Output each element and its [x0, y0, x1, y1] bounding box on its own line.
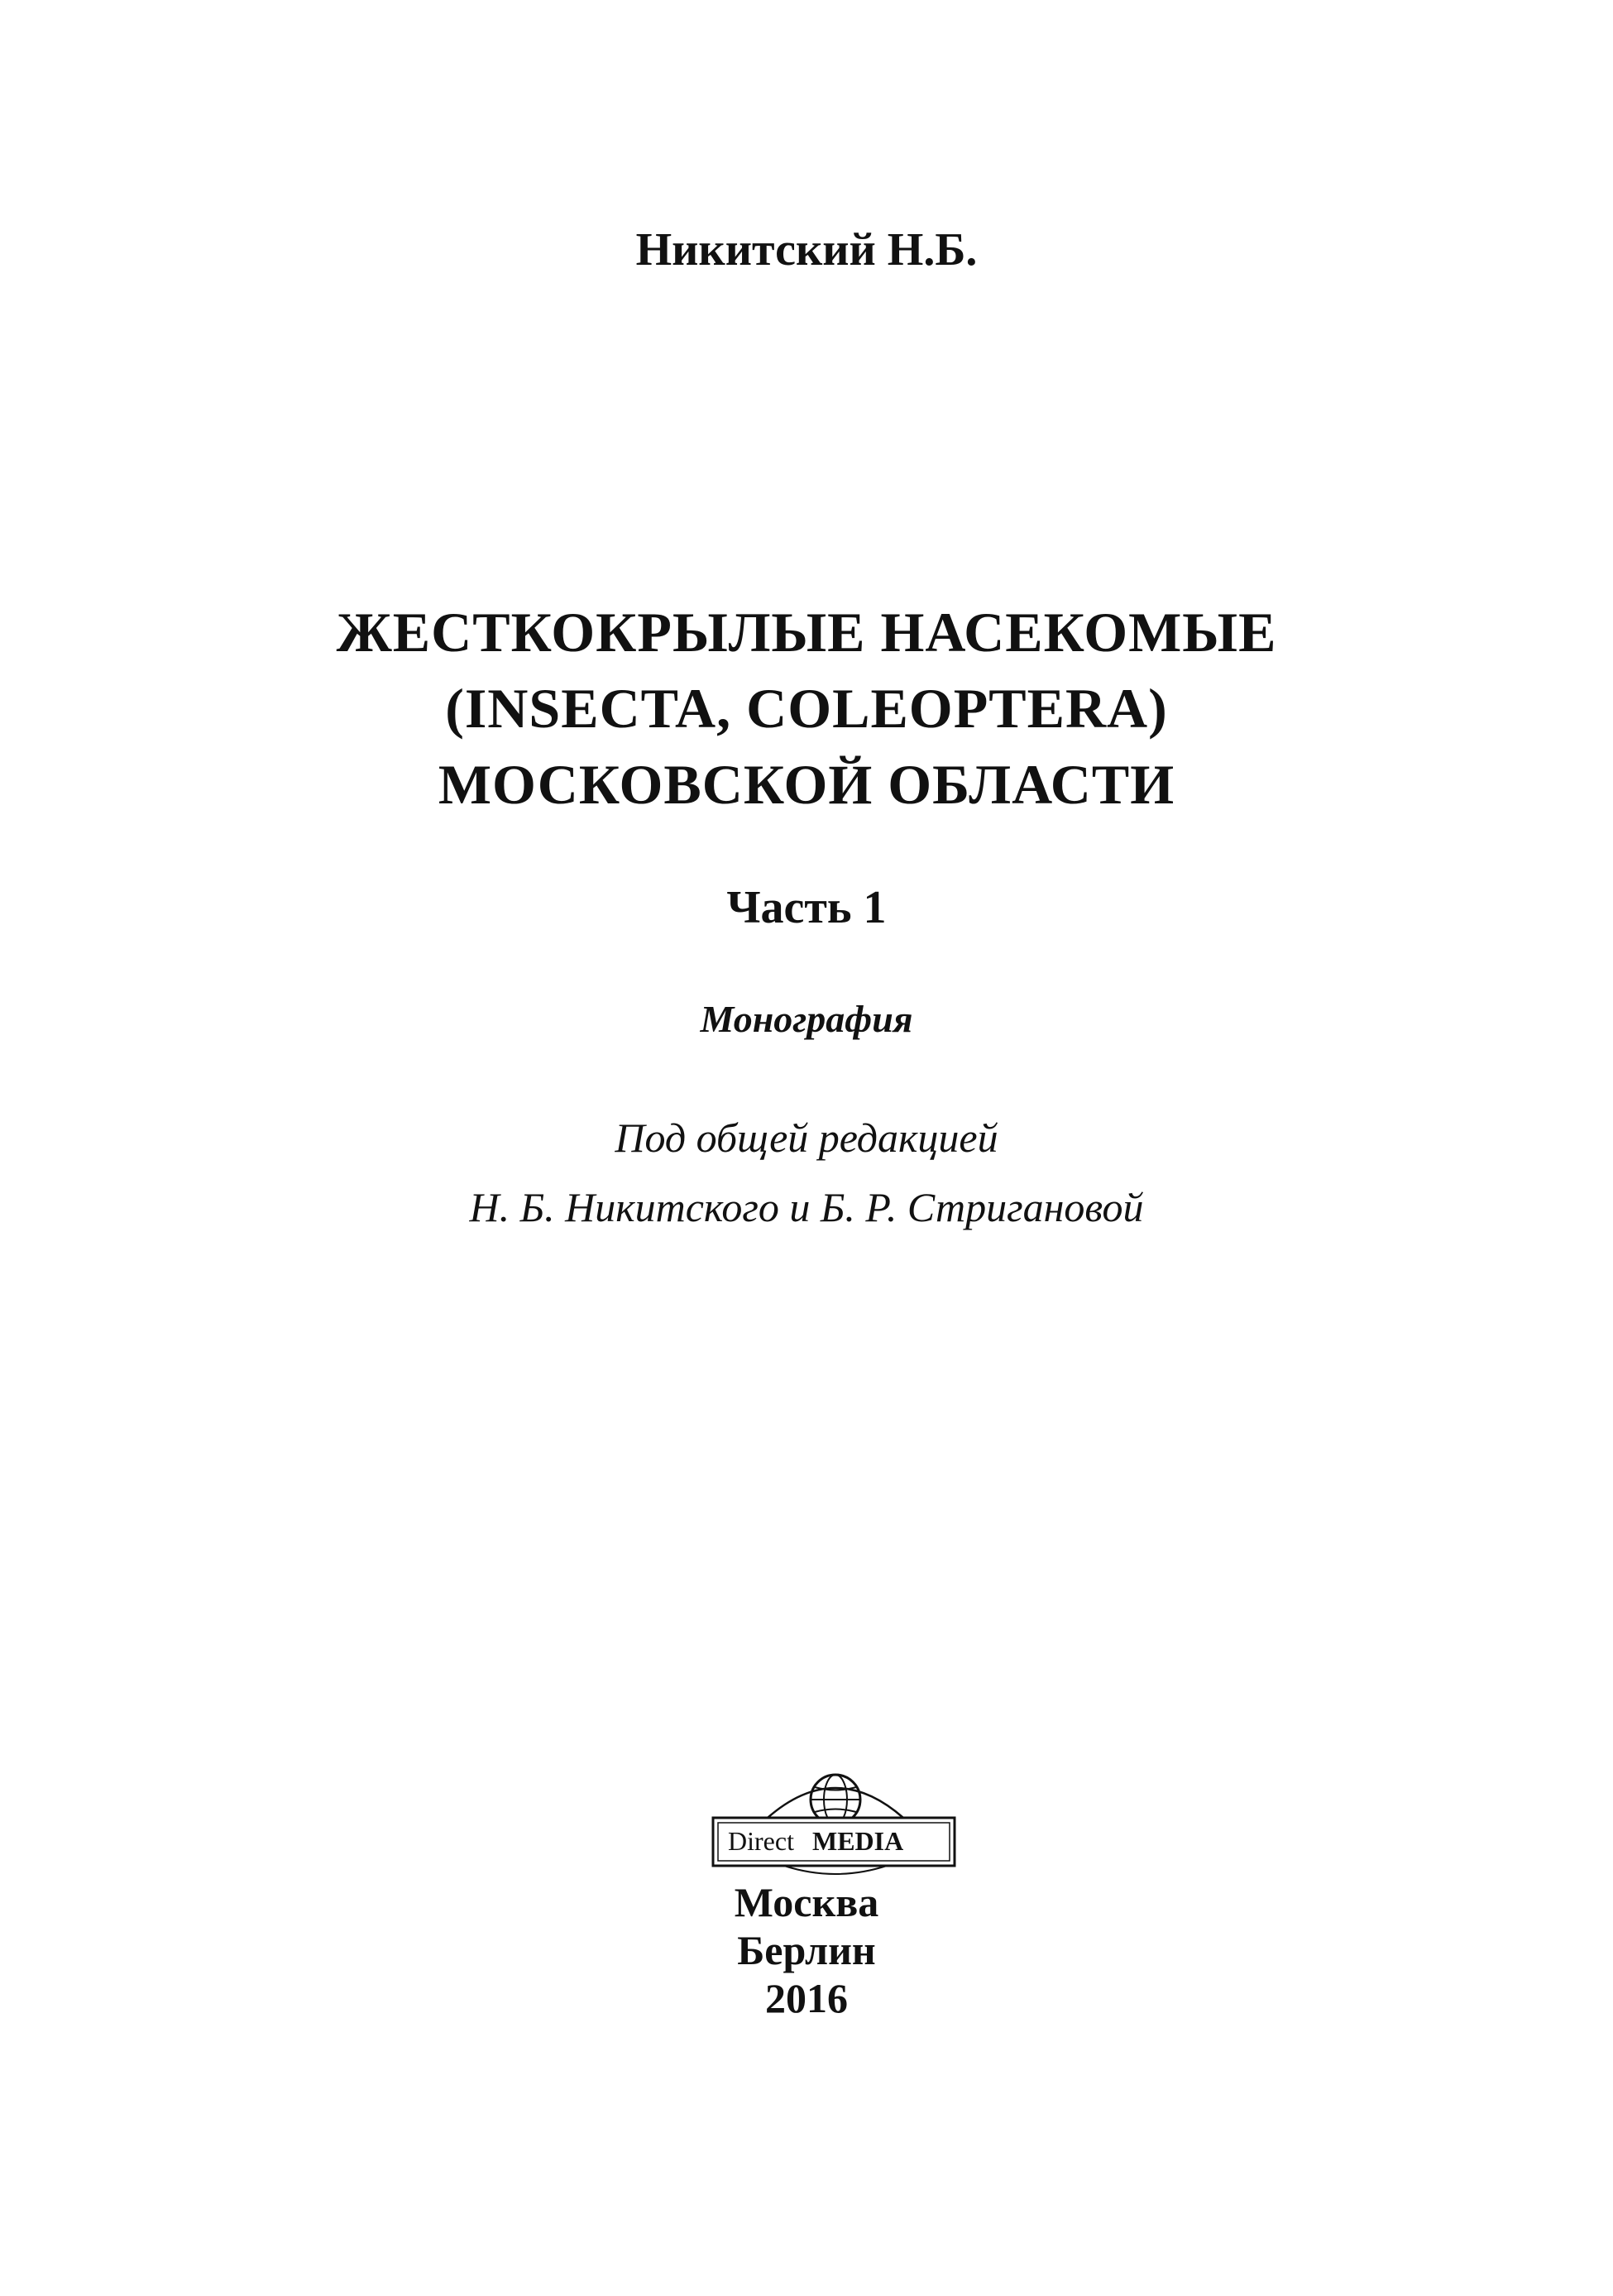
book-title — [0, 594, 1613, 822]
title-line-3: МОСКОВСКОЙ ОБЛАСТИ — [438, 753, 1175, 816]
editors-line-1: Под общей редакцией — [615, 1114, 998, 1161]
part-number: Часть 1 — [726, 882, 887, 933]
genre-label: Монография — [700, 998, 913, 1040]
directmedia-logo-icon — [710, 1766, 958, 1878]
logo-media-text: MEDIA — [812, 1826, 904, 1856]
publisher-logo — [710, 1766, 958, 1878]
imprint-block — [0, 1878, 1613, 2022]
author-name: Никитский Н.Б. — [635, 224, 978, 276]
city-moscow: Москва — [734, 1879, 879, 1925]
title-line-2: (INSECTA, COLEOPTERA) — [445, 677, 1168, 740]
title-line-1: ЖЕСТКОКРЫЛЫЕ НАСЕКОМЫЕ — [336, 601, 1277, 664]
editors-block — [0, 1103, 1613, 1242]
logo-direct-text: Direct — [728, 1826, 794, 1856]
editors-line-2: Н. Б. Никитского и Б. Р. Стригановой — [469, 1184, 1144, 1230]
city-berlin: Берлин — [737, 1927, 876, 1973]
publication-year: 2016 — [765, 1975, 848, 2021]
